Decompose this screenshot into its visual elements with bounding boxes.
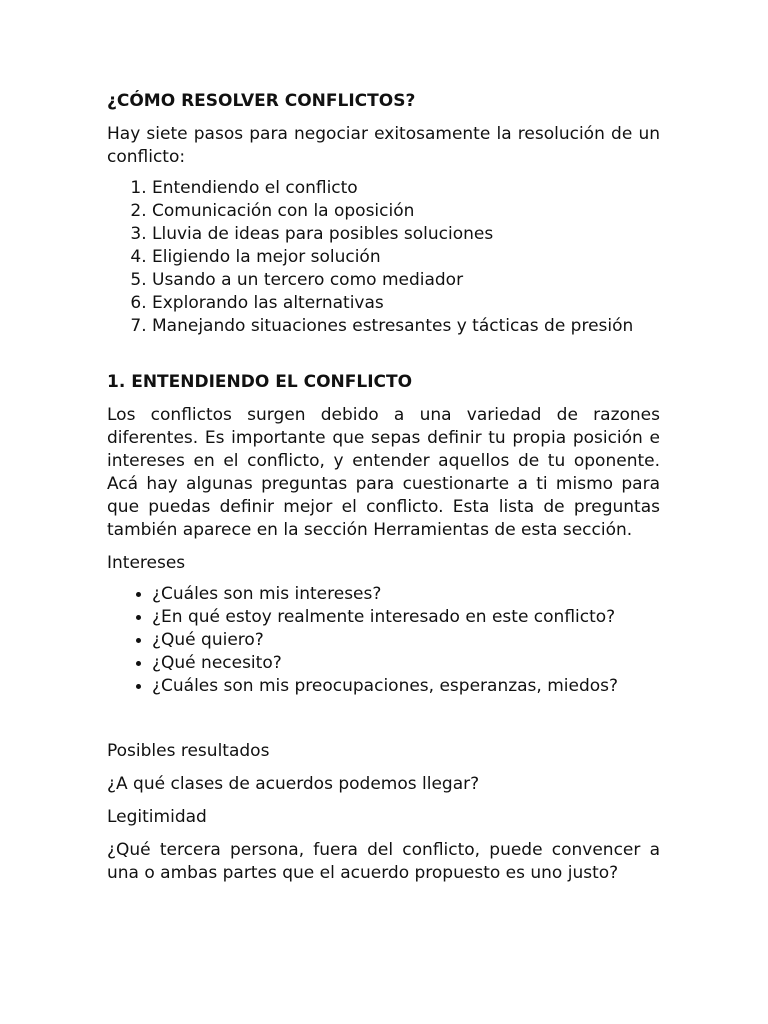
- question-item: • ¿En qué estoy realmente interesado en este conflicto?: [152, 606, 660, 629]
- outcomes-question: ¿A qué clases de acuerdos podemos llegar?: [107, 774, 480, 794]
- legitimacy-question: ¿Qué tercera persona, fuera del conflicto, puede convencer a una o ambas partes que el acuerdo propuesto es uno justo?: [107, 840, 660, 883]
- question-item: • ¿Cuáles son mis intereses?: [152, 583, 660, 606]
- steps-list: [107, 177, 660, 338]
- section-paragraph: Los conflictos surgen debido a una variedad de razones diferentes. Es importante que sepas definir tu propia posición e intereses en el conflicto, y entender aquellos de tu oponente. Acá hay algunas preguntas para cuestionarte a ti mismo para que puedas definir mejor el conflicto. Esta lista de preguntas también aparece en la sección Herramientas de esta sección.: [107, 405, 660, 540]
- document-title: ¿CÓMO RESOLVER CONFLICTOS?: [107, 91, 416, 111]
- step-item: 6. Explorando las alternativas: [152, 292, 660, 315]
- question-item: • ¿Qué quiero?: [152, 629, 660, 652]
- step-item: 4. Eligiendo la mejor solución: [152, 246, 660, 269]
- step-item: 2. Comunicación con la oposición: [152, 200, 660, 223]
- step-item: 5. Usando a un tercero como mediador: [152, 269, 660, 292]
- interests-questions-list: [107, 583, 660, 698]
- step-item: 3. Lluvia de ideas para posibles soluciones: [152, 223, 660, 246]
- question-item: • ¿Qué necesito?: [152, 652, 660, 675]
- question-item: • ¿Cuáles son mis preocupaciones, esperanzas, miedos?: [152, 675, 660, 698]
- outcomes-label: Posibles resultados: [107, 741, 270, 761]
- step-item: 7. Manejando situaciones estresantes y tácticas de presión: [152, 315, 660, 338]
- legitimacy-label: Legitimidad: [107, 807, 207, 827]
- intro-paragraph: Hay siete pasos para negociar exitosamente la resolución de un conflicto:: [107, 124, 660, 167]
- interests-label: Intereses: [107, 553, 186, 573]
- step-item: 1. Entendiendo el conflicto: [152, 177, 660, 200]
- document-page: [107, 90, 660, 885]
- section-heading: 1. ENTENDIENDO EL CONFLICTO: [107, 372, 413, 392]
